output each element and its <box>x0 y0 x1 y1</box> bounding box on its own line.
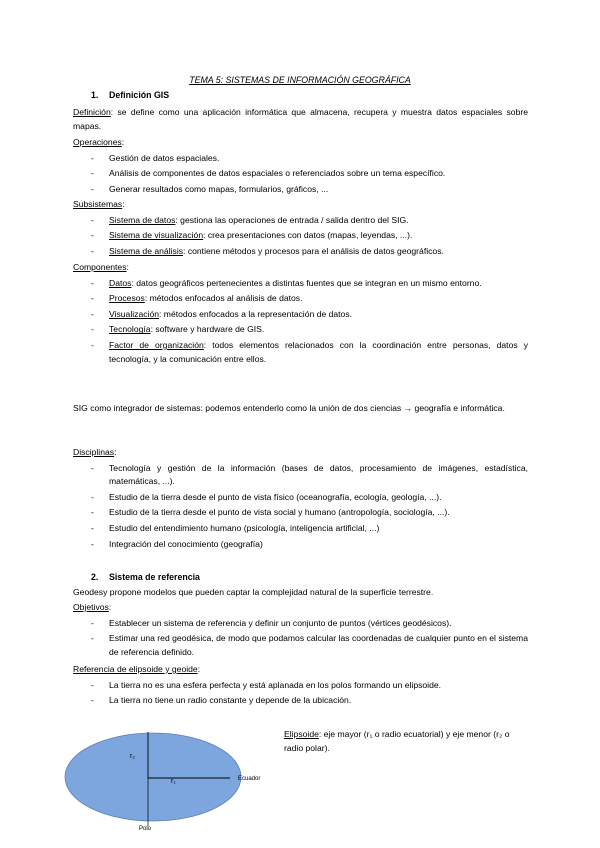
componentes-block: Componentes: - Datos: datos geográficos pertenecientes a distintas fuentes que se integran en un mismo entorno. - Procesos: métodos enfocados al análisis de datos. - Visualización: métodos enfocados a la representación de datos. - Tecnología: software y hardware de GIS. - Factor de organización: todos elementos relacionados con la coordinación entre personas, datos y tecnología, y la comunicación entre ellos. <box>73 261 528 366</box>
ecuador-label: Ecuador <box>238 776 261 782</box>
term-text: : todos elementos relacionados con la coordinación entre personas, datos y tecnología, y la comunicación entre ellos. <box>109 339 528 364</box>
term-text: : datos geográficos pertenecientes a distintas fuentes que se integran en un mismo entorno. <box>131 277 482 288</box>
subsistemas-block: Subsistemas: - Sistema de datos: gestiona las operaciones de entrada / salida dentro del SIG. - Sistema de visualización: crea presentaciones con datos (mapas, leyendas, ...). - Sistema de análisis: contiene métodos y procesos para el análisis de datos geográficos. <box>73 198 528 258</box>
list-item: - Gestión de datos espaciales. <box>73 152 528 166</box>
section-2-number: 2. <box>91 572 99 582</box>
list-item: - Análisis de componentes de datos espaciales o referenciados sobre un tema específico. <box>73 167 528 181</box>
list-item: - Estudio del entendimiento humano (psicología, inteligencia artificial, ...) <box>73 522 528 536</box>
list-item: - Integración del conocimiento (geografía) <box>73 538 528 552</box>
section-1-title: Definición GIS <box>109 90 170 100</box>
term-text: : gestiona las operaciones de entrada / salida dentro del SIG. <box>175 214 409 225</box>
list-item <box>73 277 528 291</box>
polo-label: Polo <box>139 826 152 832</box>
objetivos-label: Objetivos <box>73 602 109 612</box>
term: Datos <box>109 277 132 288</box>
list-item <box>73 214 528 228</box>
term: Sistema de visualización <box>109 230 204 241</box>
term: Sistema de análisis <box>109 245 184 256</box>
integrador-paragraph: SIG como integrador de sistemas: podemos entenderlo como la unión de dos ciencias → geografía e informática. <box>73 403 505 413</box>
operaciones-block: Operaciones: - Gestión de datos espaciales. - Análisis de componentes de datos espaciales o referenciados sobre un tema específico. - Generar resultados como mapas, formularios, gráficos, ... <box>73 136 528 196</box>
term: Factor de organización <box>109 339 204 350</box>
definicion-paragraph <box>73 106 528 133</box>
earth-ellipse <box>65 733 241 821</box>
list-item <box>73 323 528 337</box>
term-text: : contiene métodos y procesos para el análisis de datos geográficos. <box>183 245 444 256</box>
disciplinas-block: Disciplinas: - Tecnología y gestión de la información (bases de datos, procesamiento de imágenes, estadística, matemáticas, ...). - Estudio de la tierra desde el punto de vista físico (oceanografía, ecología, geología, ...). - Estudio de la tierra desde el punto de vista social y humano (antropología, sociología, ...). - Estudio del entendimiento humano (psicología, inteligencia artificial, ...) - Integración del conocimiento (geografía) <box>73 446 528 551</box>
elipsoide-label: Elipsoide <box>284 729 319 739</box>
list-item: - La tierra no tiene un radio constante y depende de la ubicación. <box>73 694 528 708</box>
list-item: - Tecnología y gestión de la información (bases de datos, procesamiento de imágenes, estadística, matemáticas, ...). <box>73 462 528 489</box>
list-item <box>73 308 528 322</box>
term-text: : métodos enfocados al análisis de datos. <box>144 293 303 304</box>
r2-label: r₂ <box>130 753 136 760</box>
list-item: - Estudio de la tierra desde el punto de vista físico (oceanografía, ecología, geología, ...). <box>73 491 528 505</box>
list-item <box>73 245 528 259</box>
r1-label: r₁ <box>171 778 176 785</box>
list-item: - Estimar una red geodésica, de modo que podamos calcular las coordenadas de cualquier punto en el sistema de referencia definido. <box>73 632 528 659</box>
elipsoide-paragraph <box>284 728 529 755</box>
section-2-heading <box>91 571 200 585</box>
subsistemas-label: Subsistemas <box>73 199 123 209</box>
referencia-block: Referencia de elipsoide y geoide: - La tierra no es una esfera perfecta y está aplanada en los polos formando un elipsoide. - La tierra no tiene un radio constante y depende de la ubicación. <box>73 663 528 708</box>
list-item: - Establecer un sistema de referencia y definir un conjunto de puntos (vértices geodésicos). <box>73 617 528 631</box>
term-text: : crea presentaciones con datos (mapas, leyendas, ...). <box>203 230 413 241</box>
term: Sistema de datos <box>109 214 176 225</box>
elipsoide-text: : eje mayor (r₁ o radio ecuatorial) y eje menor (r₂ o radio polar). <box>284 729 510 753</box>
geodesy-intro: Geodesy propone modelos que pueden captar la complejidad natural de la superficie terrestre. <box>73 587 434 597</box>
definicion-label: Definición <box>73 107 111 117</box>
section-1-number: 1. <box>91 90 99 100</box>
list-item: - Generar resultados como mapas, formularios, gráficos, ... <box>73 183 528 197</box>
section-1-heading <box>91 89 169 103</box>
term-text: : software y hardware de GIS. <box>150 324 265 335</box>
referencia-label: Referencia de elipsoide y geoide <box>73 664 198 674</box>
ellipse-diagram <box>50 722 275 844</box>
term: Visualización <box>109 308 160 319</box>
definicion-text: : se define como una aplicación informática que almacena, recupera y muestra datos espaciales sobre mapas. <box>73 107 528 131</box>
term: Procesos <box>109 293 145 304</box>
operaciones-label: Operaciones <box>73 137 122 147</box>
componentes-label: Componentes <box>73 262 127 272</box>
section-2-title: Sistema de referencia <box>109 572 200 582</box>
objetivos-block: Objetivos: - Establecer un sistema de referencia y definir un conjunto de puntos (vértices geodésicos). - Estimar una red geodésica, de modo que podamos calcular las coordenadas de cualquier punto en el sistema de referencia definido. <box>73 601 528 659</box>
term-text: : métodos enfocados a la representación de datos. <box>159 308 353 319</box>
list-item <box>73 339 528 366</box>
list-item: - Estudio de la tierra desde el punto de vista social y humano (antropología, sociología, ...). <box>73 506 528 520</box>
list-item: - La tierra no es una esfera perfecta y está aplanada en los polos formando un elipsoide. <box>73 679 528 693</box>
list-item <box>73 229 528 243</box>
page-title: TEMA 5: SISTEMAS DE INFORMACIÓN GEOGRÁFICA <box>189 75 411 85</box>
term: Tecnología <box>109 324 151 335</box>
list-item <box>73 292 528 306</box>
disciplinas-label: Disciplinas <box>73 447 115 457</box>
